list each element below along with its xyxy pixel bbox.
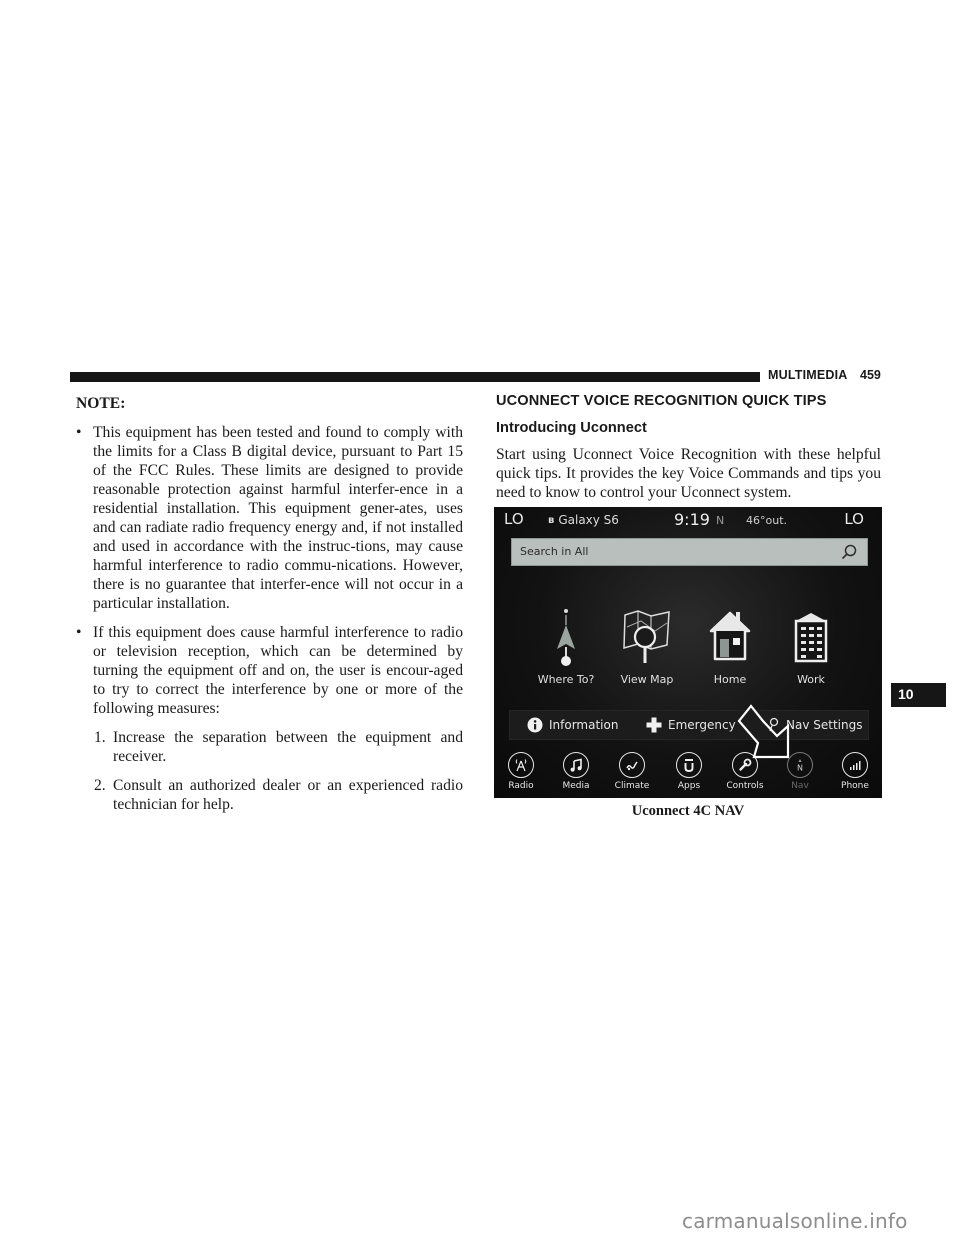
bullet-item xyxy=(76,423,463,613)
watermark: carmanualsonline.info xyxy=(682,1209,908,1233)
measure-number: 1. xyxy=(94,729,106,746)
subsection-title: Introducing Uconnect xyxy=(496,420,647,436)
measure-text: Increase the separation between the equipment and receiver. xyxy=(113,729,463,765)
search-placeholder: Search in All xyxy=(520,545,589,558)
bullet-text: This equipment has been tested and found to comply with the limits for a Class B digital device, pursuant to Part 15 of the FCC Rules. These limits are designed to provide reasonable protection against harmful interfer-ence in a residential installation. This equipment gener-ates, uses and can radiate radio frequency energy and, if not installed and used in accordance with the instruc-tions, may cause harmful interference to radio commu-nications. However, there is no guarantee that interfer-ence will not occur in a particular installation. xyxy=(93,424,463,612)
dock-label: Apps xyxy=(677,781,701,791)
uconnect-screen-figure xyxy=(494,507,882,798)
device-name: Galaxy S6 xyxy=(558,513,619,527)
highlight-arrow-icon xyxy=(494,507,882,798)
bullet-icon: • xyxy=(76,624,82,641)
dock-label: Radio xyxy=(508,781,534,791)
dock-label: Climate xyxy=(614,781,650,791)
left-temp-setting[interactable]: LO xyxy=(504,510,524,528)
measure-item xyxy=(76,728,463,766)
bullet-text: If this equipment does cause harmful interference to radio or television reception, which can be determined by turning the equipment off and on, the user is encour-aged to try to correct the interference by one or more of the following measures: xyxy=(93,624,463,717)
tile-label: Where To? xyxy=(537,673,595,686)
page-number: 459 xyxy=(860,368,881,382)
right-temp-setting[interactable]: LO xyxy=(844,510,864,528)
dock-label: Media xyxy=(562,781,590,791)
nav-settings-label: Nav Settings xyxy=(786,718,863,732)
measure-item xyxy=(76,776,463,814)
clock: 9:19 xyxy=(674,510,710,529)
bullet-item xyxy=(76,623,463,718)
bluetooth-icon: ʙ xyxy=(548,514,555,526)
dock-label: Controls xyxy=(726,781,764,791)
note-title: NOTE: xyxy=(76,395,126,412)
measure-text: Consult an authorized dealer or an experienced radio technician for help. xyxy=(113,777,463,813)
compass-heading: N xyxy=(716,514,725,527)
header-section-title: MULTIMEDIA xyxy=(768,368,848,382)
dock-label: Nav xyxy=(791,781,809,791)
measure-number: 2. xyxy=(94,777,106,794)
right-column xyxy=(496,393,881,502)
figure-caption: Uconnect 4C NAV xyxy=(631,803,745,819)
left-column xyxy=(76,394,463,824)
outside-temp: 46°out. xyxy=(746,514,788,527)
information-label: Information xyxy=(549,718,619,732)
tile-label: View Map xyxy=(620,673,674,686)
header-rule xyxy=(70,372,760,382)
tile-label: Work xyxy=(797,673,825,686)
svg-text:N: N xyxy=(797,763,803,772)
intro-paragraph: Start using Uconnect Voice Recognition with these helpful quick tips. It provides the key Voice Commands and tips you need to know to control your Uconnect system. xyxy=(496,446,881,501)
chapter-tab[interactable]: 10 xyxy=(891,683,946,707)
dock-label: Phone xyxy=(841,781,869,791)
tile-label: Home xyxy=(713,673,747,686)
emergency-label: Emergency xyxy=(668,718,736,732)
section-title: UCONNECT VOICE RECOGNITION QUICK TIPS xyxy=(496,393,827,409)
bullet-icon: • xyxy=(76,424,82,441)
